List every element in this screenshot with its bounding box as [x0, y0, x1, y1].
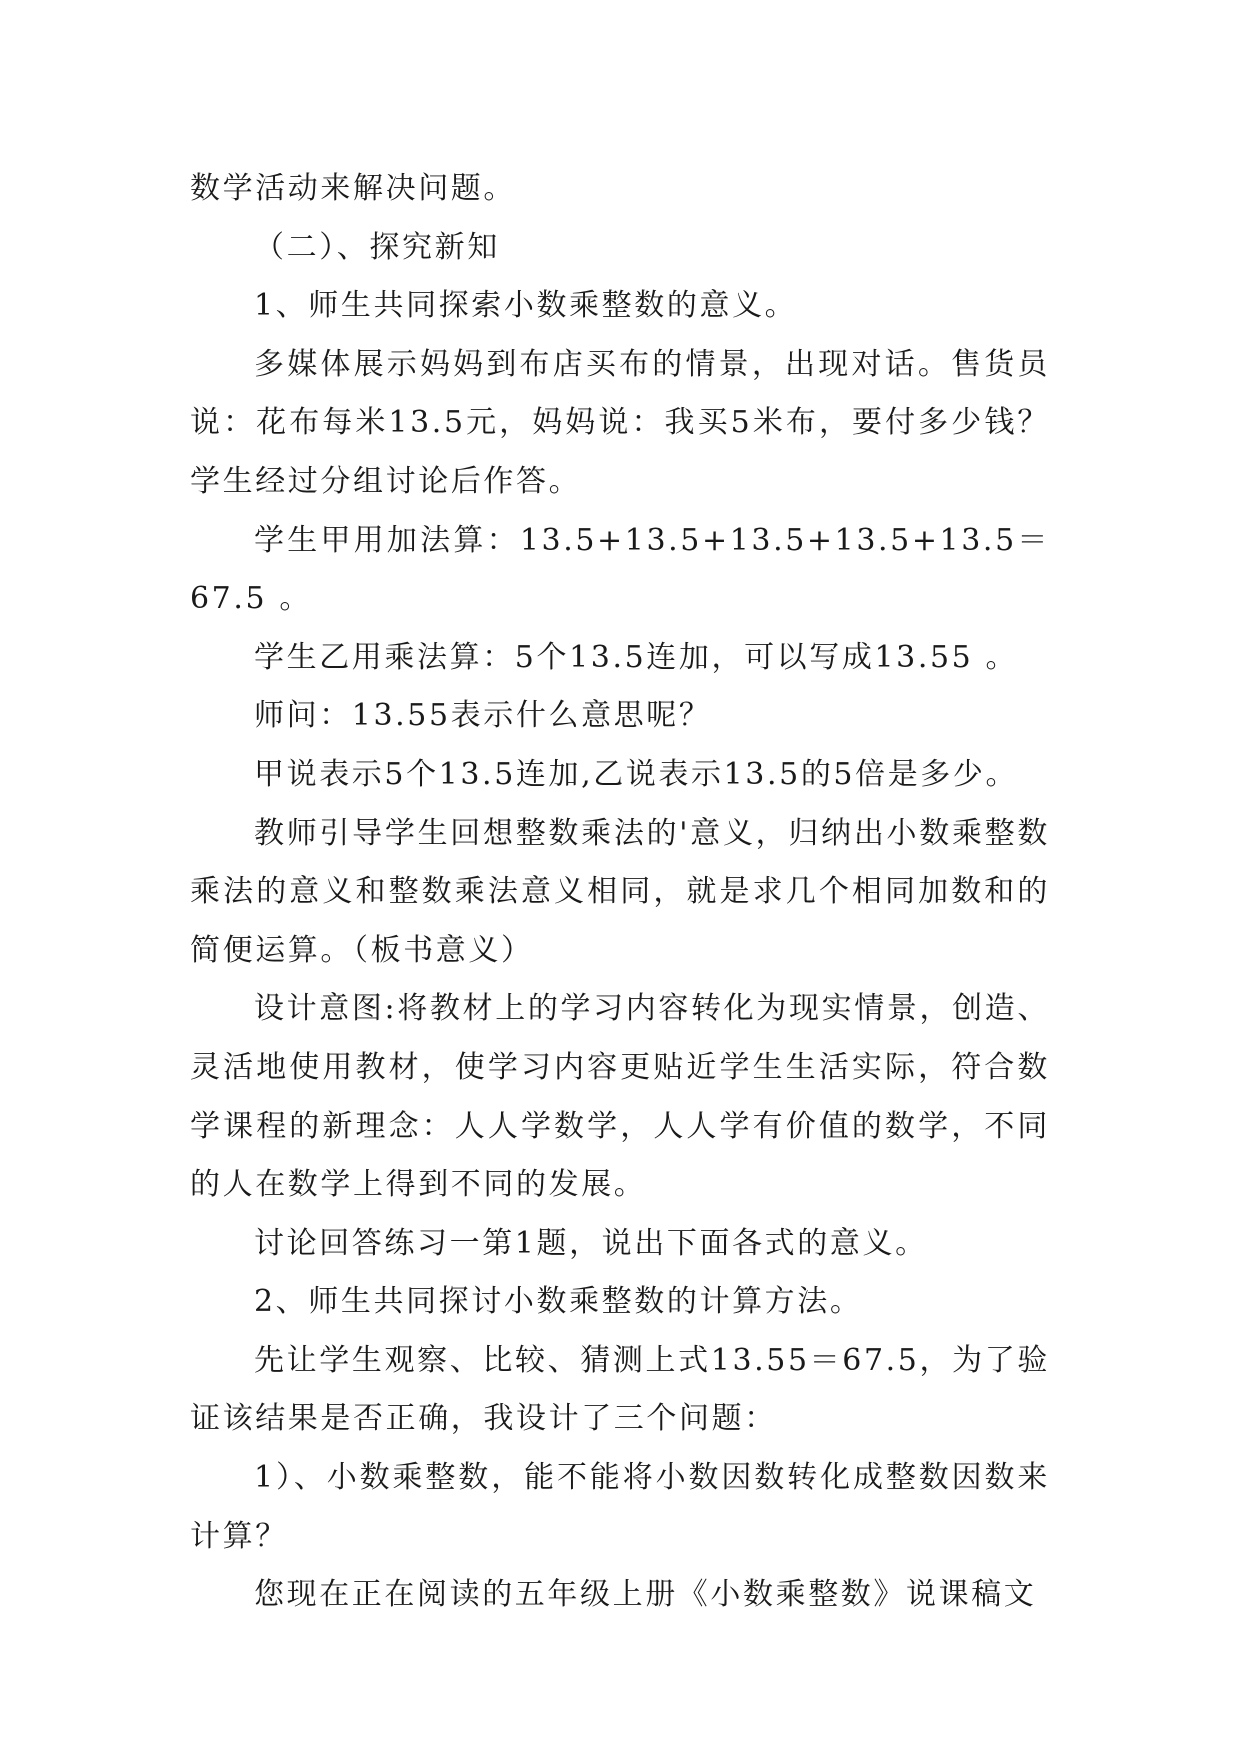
paragraph-teacher-guidance: 教师引导学生回想整数乘法的'意义，归纳出小数乘整数乘法的意义和整数乘法意义相同，就是求几个相同加数和的简便运算。（板书意义） [190, 815, 1050, 968]
paragraph-answers: 甲说表示5个13.5连加,乙说表示13.5的5倍是多少。 [254, 756, 1019, 792]
paragraph-teacher-question: 师问：13.55表示什么意思呢？ [254, 698, 712, 734]
subsection-heading-method: 2、师生共同探讨小数乘整数的计算方法。 [254, 1284, 863, 1320]
paragraph-observe: 先让学生观察、比较、猜测上式13.55＝67.5，为了验证该结果是否正确，我设计了三个问题： [190, 1342, 1050, 1437]
subsection-heading-meaning: 1、师生共同探索小数乘整数的意义。 [254, 288, 798, 324]
paragraph-reading-note: 您现在正在阅读的五年级上册《小数乘整数》说课稿文 [254, 1577, 1037, 1613]
paragraph-exercise: 讨论回答练习一第1题，说出下面各式的意义。 [254, 1225, 928, 1261]
paragraph-student-a: 学生甲用加法算：13.5+13.5+13.5+13.5+13.5＝67.5 。 [190, 522, 1050, 617]
paragraph-design-intent: 设计意图:将教材上的学习内容转化为现实情景，创造、灵活地使用教材，使学习内容更贴近学生生活实际，符合数学课程的新理念：人人学数学，人人学有价值的数学，不同的人在数学上得到不同的发展。 [190, 991, 1050, 1203]
paragraph-continuation: 数学活动来解决问题。 [190, 171, 516, 206]
section-heading-explore: （二）、探究新知 [254, 229, 500, 265]
document-body [190, 160, 1050, 1625]
paragraph-scenario: 多媒体展示妈妈到布店买布的情景，出现对话。售货员说：花布每米13.5元，妈妈说：我买5米布，要付多少钱？学生经过分组讨论后作答。 [190, 346, 1050, 499]
paragraph-student-b: 学生乙用乘法算：5个13.5连加，可以写成13.55 。 [254, 639, 1019, 675]
paragraph-question-1: 1）、小数乘整数，能不能将小数因数转化成整数因数来计算？ [190, 1460, 1050, 1554]
